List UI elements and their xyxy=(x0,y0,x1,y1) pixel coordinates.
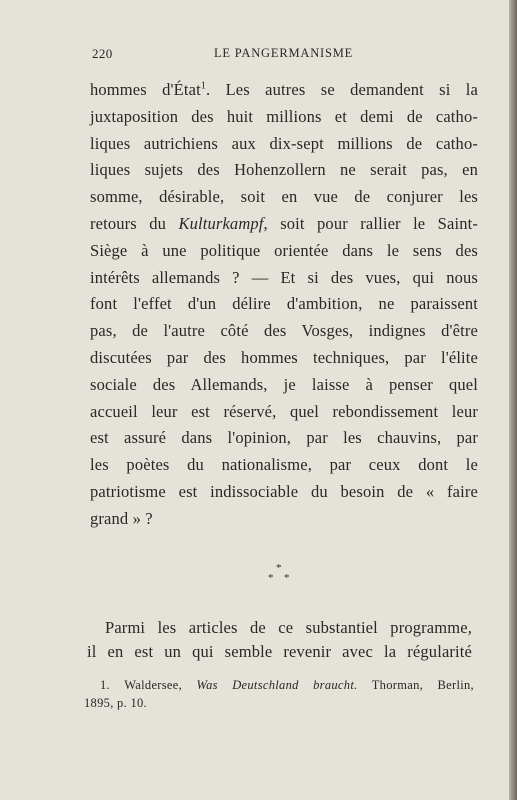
text-line: sociale des Allemands, je laisse à penser quel xyxy=(90,374,478,394)
text-line: juxtaposition des huit millions et demi de catho- xyxy=(90,106,478,126)
text-line: Parmi les articles de ce substantiel programme, xyxy=(105,618,472,637)
text-line: les poètes du nationalisme, par ceux dont le xyxy=(90,455,478,475)
section-separator xyxy=(262,562,302,592)
text-line: somme, désirable, soit en vue de conjurer les xyxy=(90,187,478,207)
body-paragraph xyxy=(90,77,478,533)
footnote-marker: 1 xyxy=(200,80,206,92)
footnote-line: 1895, p. 10. xyxy=(84,696,147,710)
asterisk: * xyxy=(276,562,282,574)
text-line: intérêts allemands ? — Et si des vues, qui nous xyxy=(90,267,478,287)
page-edge xyxy=(509,0,517,800)
footnote xyxy=(84,676,474,712)
next-paragraph xyxy=(87,616,472,664)
text-line: grand » ? xyxy=(90,508,153,528)
text-line: pas, de l'autre côté des Vosges, indignes d'être xyxy=(90,321,478,341)
text-line: accueil leur est réservé, quel rebondissement leur xyxy=(90,401,478,421)
italic-term: Kulturkampf xyxy=(178,213,264,233)
text-line: liques autrichiens aux dix-sept millions de catho- xyxy=(90,133,478,153)
running-title: LE PANGERMANISME xyxy=(214,46,354,60)
running-head xyxy=(92,46,482,62)
asterisk: * xyxy=(268,572,274,584)
text-line: hommes d'État$^1$. Les autres se demandent si la xyxy=(90,80,478,99)
text-line: patriotisme est indissociable du besoin de « faire xyxy=(90,481,478,501)
text-line: discutées par des hommes techniques, par l'élite xyxy=(90,347,478,367)
text-line: Siège à une politique orientée dans le sens des xyxy=(90,240,478,260)
footnote-line: 1. Waldersee, Was Deutschland braucht. Thorman, Berlin, xyxy=(100,678,474,692)
text-line: font l'effet d'un délire d'ambition, ne paraissent xyxy=(90,294,478,314)
footnote-title: Was Deutschland braucht. xyxy=(196,678,358,692)
text-line: il en est un qui semble revenir avec la régularité xyxy=(87,642,472,661)
text-line: retours du Kulturkampf, soit pour rallier le Saint- xyxy=(90,213,478,233)
asterisk: * xyxy=(284,572,290,584)
text-line: liques sujets des Hohenzollern ne serait pas, en xyxy=(90,160,478,180)
text-line: est assuré dans l'opinion, par les chauvins, par xyxy=(90,428,478,448)
page-number: 220 xyxy=(92,46,113,61)
